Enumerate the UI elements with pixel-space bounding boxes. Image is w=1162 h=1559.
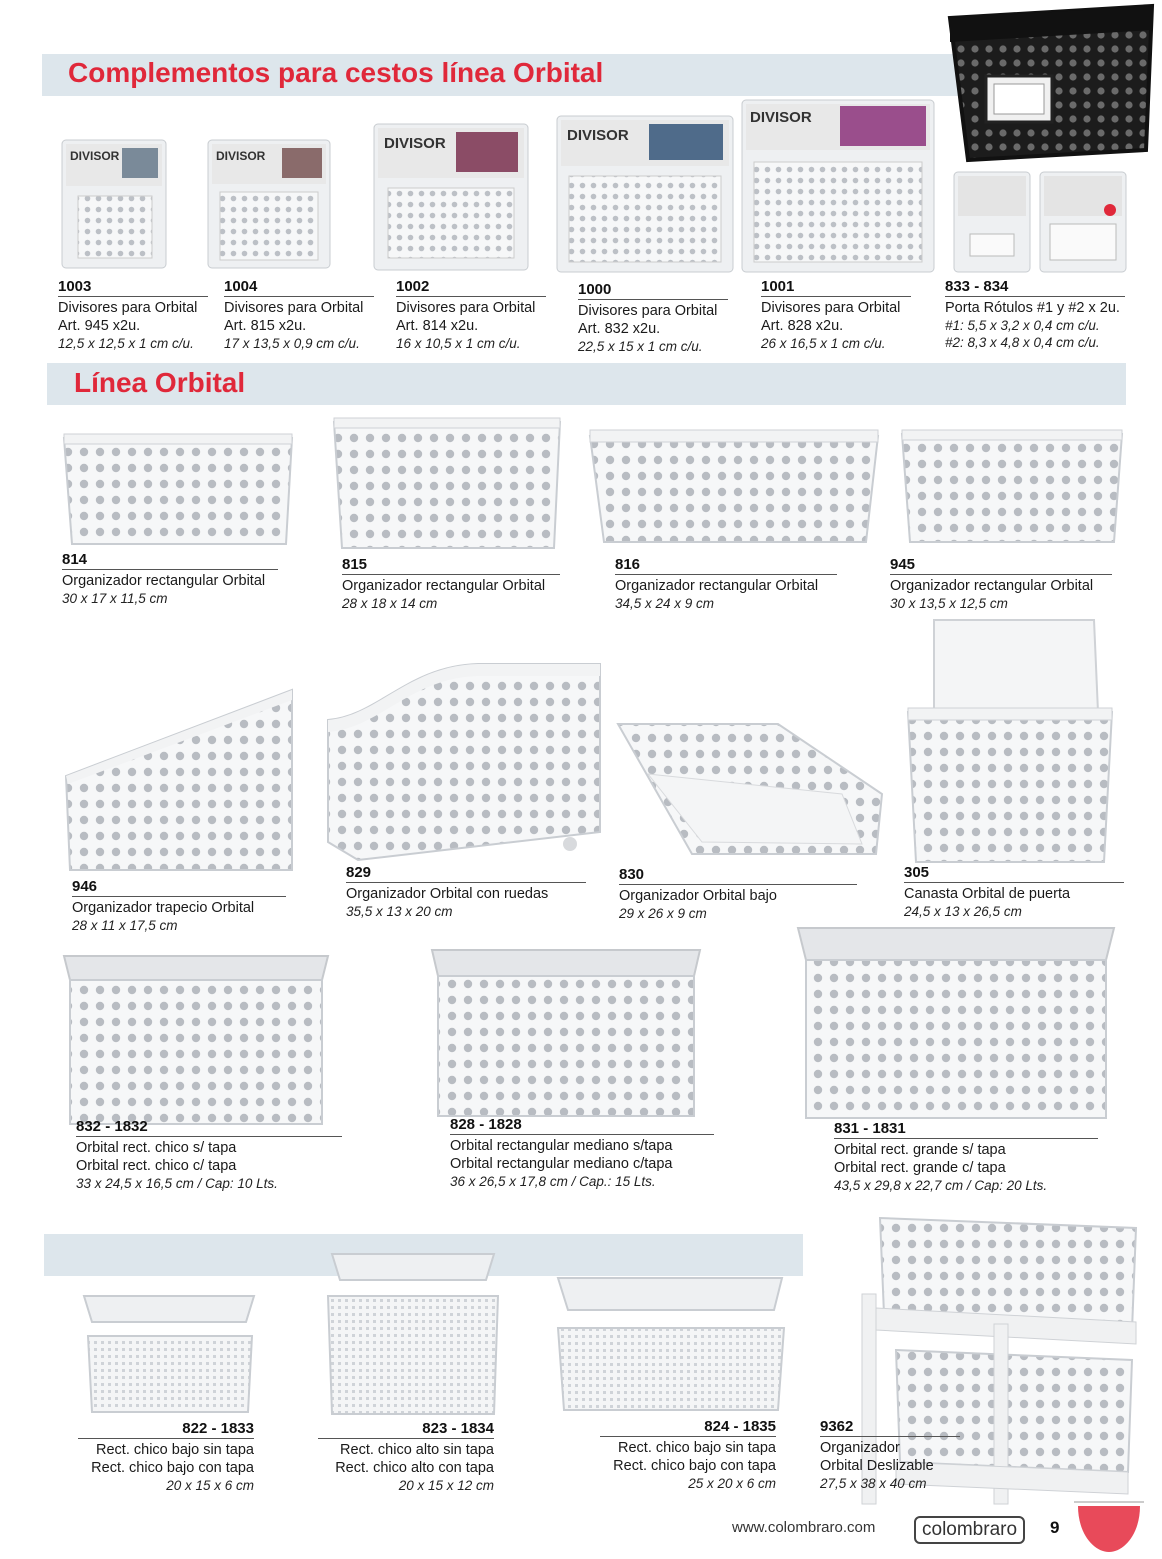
product-name: Orbital rect. chico c/ tapa [76, 1158, 237, 1174]
product-name: Organizador trapecio Orbital [72, 900, 255, 916]
product-dimensions: 24,5 x 13 x 26,5 cm [904, 904, 1022, 919]
product-code: 1003 [58, 278, 208, 297]
product-dimensions: 34,5 x 24 x 9 cm [615, 596, 715, 611]
product-name: Rect. chico alto sin tapa [340, 1442, 494, 1458]
footer-brand-logo: colombraro [914, 1516, 1025, 1544]
product-dimensions: 25 x 20 x 6 cm [688, 1476, 776, 1491]
basket-image-829 [318, 646, 604, 868]
product-1001 [761, 278, 911, 352]
product-dimensions: 35,5 x 13 x 20 cm [346, 904, 453, 919]
package-label: DIVISOR [567, 127, 629, 144]
product-name: Organizador rectangular Orbital [615, 578, 819, 594]
product-name: Organizador [820, 1440, 900, 1456]
basket-image-305 [904, 616, 1118, 866]
product-name: Divisores para Orbital [396, 300, 536, 316]
product-816 [615, 556, 837, 612]
package-label: DIVISOR [70, 149, 120, 163]
product-code: 305 [904, 864, 1124, 883]
product-code: 824 - 1835 [600, 1418, 776, 1437]
product-code: 9362 [820, 1418, 960, 1437]
product-name: Orbital rect. chico s/ tapa [76, 1140, 237, 1156]
product-code: 1000 [578, 281, 728, 300]
basket-image-830 [612, 714, 888, 860]
basket-image-814 [60, 428, 296, 550]
product-dimensions: #2: 8,3 x 4,8 x 0,4 cm c/u. [945, 335, 1100, 350]
basket-image-946 [60, 684, 296, 874]
product-dimensions: 17 x 13,5 x 0,9 cm c/u. [224, 336, 360, 351]
product-dimensions: 20 x 15 x 6 cm [166, 1478, 254, 1493]
product-dimensions: 26 x 16,5 x 1 cm c/u. [761, 336, 886, 351]
footer-url[interactable]: www.colombraro.com [732, 1519, 876, 1536]
product-dimensions: 30 x 13,5 x 12,5 cm [890, 596, 1008, 611]
package-image-1001 [740, 98, 936, 274]
page-corner-decoration [1074, 1500, 1144, 1559]
product-833-834 [945, 278, 1125, 351]
product-name: Rect. chico bajo con tapa [613, 1458, 776, 1474]
package-image-834 [1038, 170, 1128, 274]
product-dimensions: #1: 5,5 x 3,2 x 0,4 cm c/u. [945, 318, 1100, 333]
section-title-linea: Línea Orbital [74, 367, 246, 398]
product-829 [346, 864, 586, 920]
product-code: 946 [72, 878, 286, 897]
product-name: Orbital Deslizable [820, 1458, 934, 1474]
product-dimensions: 36 x 26,5 x 17,8 cm / Cap.: 15 Lts. [450, 1174, 656, 1189]
package-image-1000 [555, 114, 735, 274]
product-code: 815 [342, 556, 560, 575]
product-code: 822 - 1833 [78, 1420, 254, 1439]
product-code: 816 [615, 556, 837, 575]
product-code: 832 - 1832 [76, 1118, 342, 1137]
product-name: Rect. chico bajo sin tapa [96, 1442, 254, 1458]
product-830 [619, 866, 857, 922]
product-dimensions: 28 x 18 x 14 cm [342, 596, 438, 611]
product-822-1833 [78, 1420, 254, 1494]
product-831-1831 [834, 1120, 1098, 1194]
product-name: Art. 945 x2u. [58, 318, 141, 334]
product-name: Organizador rectangular Orbital [342, 578, 546, 594]
product-code: 1004 [224, 278, 374, 297]
product-1002 [396, 278, 546, 352]
product-name: Art. 832 x2u. [578, 321, 661, 337]
product-name: Orbital rect. grande c/ tapa [834, 1160, 1006, 1176]
basket-image-945 [898, 424, 1126, 548]
product-945 [890, 556, 1112, 612]
product-code: 828 - 1828 [450, 1116, 714, 1135]
product-1000 [578, 281, 728, 355]
product-code: 833 - 834 [945, 278, 1125, 297]
product-code: 831 - 1831 [834, 1120, 1098, 1139]
product-name: Divisores para Orbital [224, 300, 364, 316]
basket-image-824 [552, 1270, 790, 1416]
product-name: Porta Rótulos #1 y #2 x 2u. [945, 300, 1120, 316]
product-dimensions: 20 x 15 x 12 cm [398, 1478, 494, 1493]
package-image-1003 [60, 138, 168, 270]
product-823-1834 [318, 1420, 494, 1494]
product-dimensions: 33 x 24,5 x 16,5 cm / Cap: 10 Lts. [76, 1176, 278, 1191]
product-dimensions: 29 x 26 x 9 cm [619, 906, 707, 921]
basket-image-823 [322, 1248, 502, 1418]
basket-image-828 [428, 944, 704, 1120]
product-name: Organizador Orbital con ruedas [346, 886, 549, 902]
page-number: 9 [1050, 1518, 1060, 1537]
product-dimensions: 16 x 10,5 x 1 cm c/u. [396, 336, 521, 351]
product-code: 945 [890, 556, 1112, 575]
product-1003 [58, 278, 208, 352]
product-name: Orbital rectangular mediano s/tapa [450, 1138, 673, 1154]
product-name: Canasta Orbital de puerta [904, 886, 1071, 902]
product-name: Orbital rectangular mediano c/tapa [450, 1156, 673, 1172]
package-image-833 [952, 170, 1032, 274]
product-name: Rect. chico alto con tapa [335, 1460, 494, 1476]
product-name: Organizador rectangular Orbital [890, 578, 1094, 594]
basket-image-816 [586, 420, 882, 548]
product-code: 823 - 1834 [318, 1420, 494, 1439]
product-name: Organizador Orbital bajo [619, 888, 777, 904]
product-dimensions: 43,5 x 29,8 x 22,7 cm / Cap: 20 Lts. [834, 1178, 1048, 1193]
product-824-1835 [600, 1418, 776, 1492]
package-label: DIVISOR [384, 135, 446, 152]
package-image-1002 [372, 122, 530, 272]
product-name: Rect. chico bajo con tapa [91, 1460, 254, 1476]
basket-image-822 [78, 1290, 262, 1416]
product-305 [904, 864, 1124, 920]
product-dimensions: 30 x 17 x 11,5 cm [62, 591, 168, 606]
product-code: 829 [346, 864, 586, 883]
section-title-complementos: Complementos para cestos línea Orbital [68, 57, 604, 88]
product-9362 [820, 1418, 960, 1492]
product-name: Art. 814 x2u. [396, 318, 479, 334]
product-dimensions: 12,5 x 12,5 x 1 cm c/u. [58, 336, 194, 351]
product-code: 814 [62, 551, 278, 570]
product-name: Divisores para Orbital [578, 303, 718, 319]
package-label: DIVISOR [750, 109, 812, 126]
product-code: 830 [619, 866, 857, 885]
product-name: Orbital rect. grande s/ tapa [834, 1142, 1006, 1158]
product-name: Organizador rectangular Orbital [62, 573, 266, 589]
package-image-1004 [206, 138, 332, 270]
product-name: Art. 828 x2u. [761, 318, 844, 334]
product-946 [72, 878, 286, 934]
product-code: 1002 [396, 278, 546, 297]
black-basket-image [940, 0, 1162, 168]
product-dimensions: 28 x 11 x 17,5 cm [72, 918, 178, 933]
product-dimensions: 27,5 x 38 x 40 cm [820, 1476, 927, 1491]
product-code: 1001 [761, 278, 911, 297]
product-name: Divisores para Orbital [761, 300, 901, 316]
product-814 [62, 551, 278, 607]
product-1004 [224, 278, 374, 352]
basket-image-831 [794, 922, 1118, 1122]
product-832-1832 [76, 1118, 342, 1192]
product-828-1828 [450, 1116, 714, 1190]
basket-image-815 [330, 414, 564, 554]
product-name: Divisores para Orbital [58, 300, 198, 316]
package-label: DIVISOR [216, 149, 266, 163]
product-name: Rect. chico bajo sin tapa [618, 1440, 776, 1456]
basket-image-832 [60, 950, 332, 1128]
product-815 [342, 556, 560, 612]
product-name: Art. 815 x2u. [224, 318, 307, 334]
product-dimensions: 22,5 x 15 x 1 cm c/u. [578, 339, 703, 354]
